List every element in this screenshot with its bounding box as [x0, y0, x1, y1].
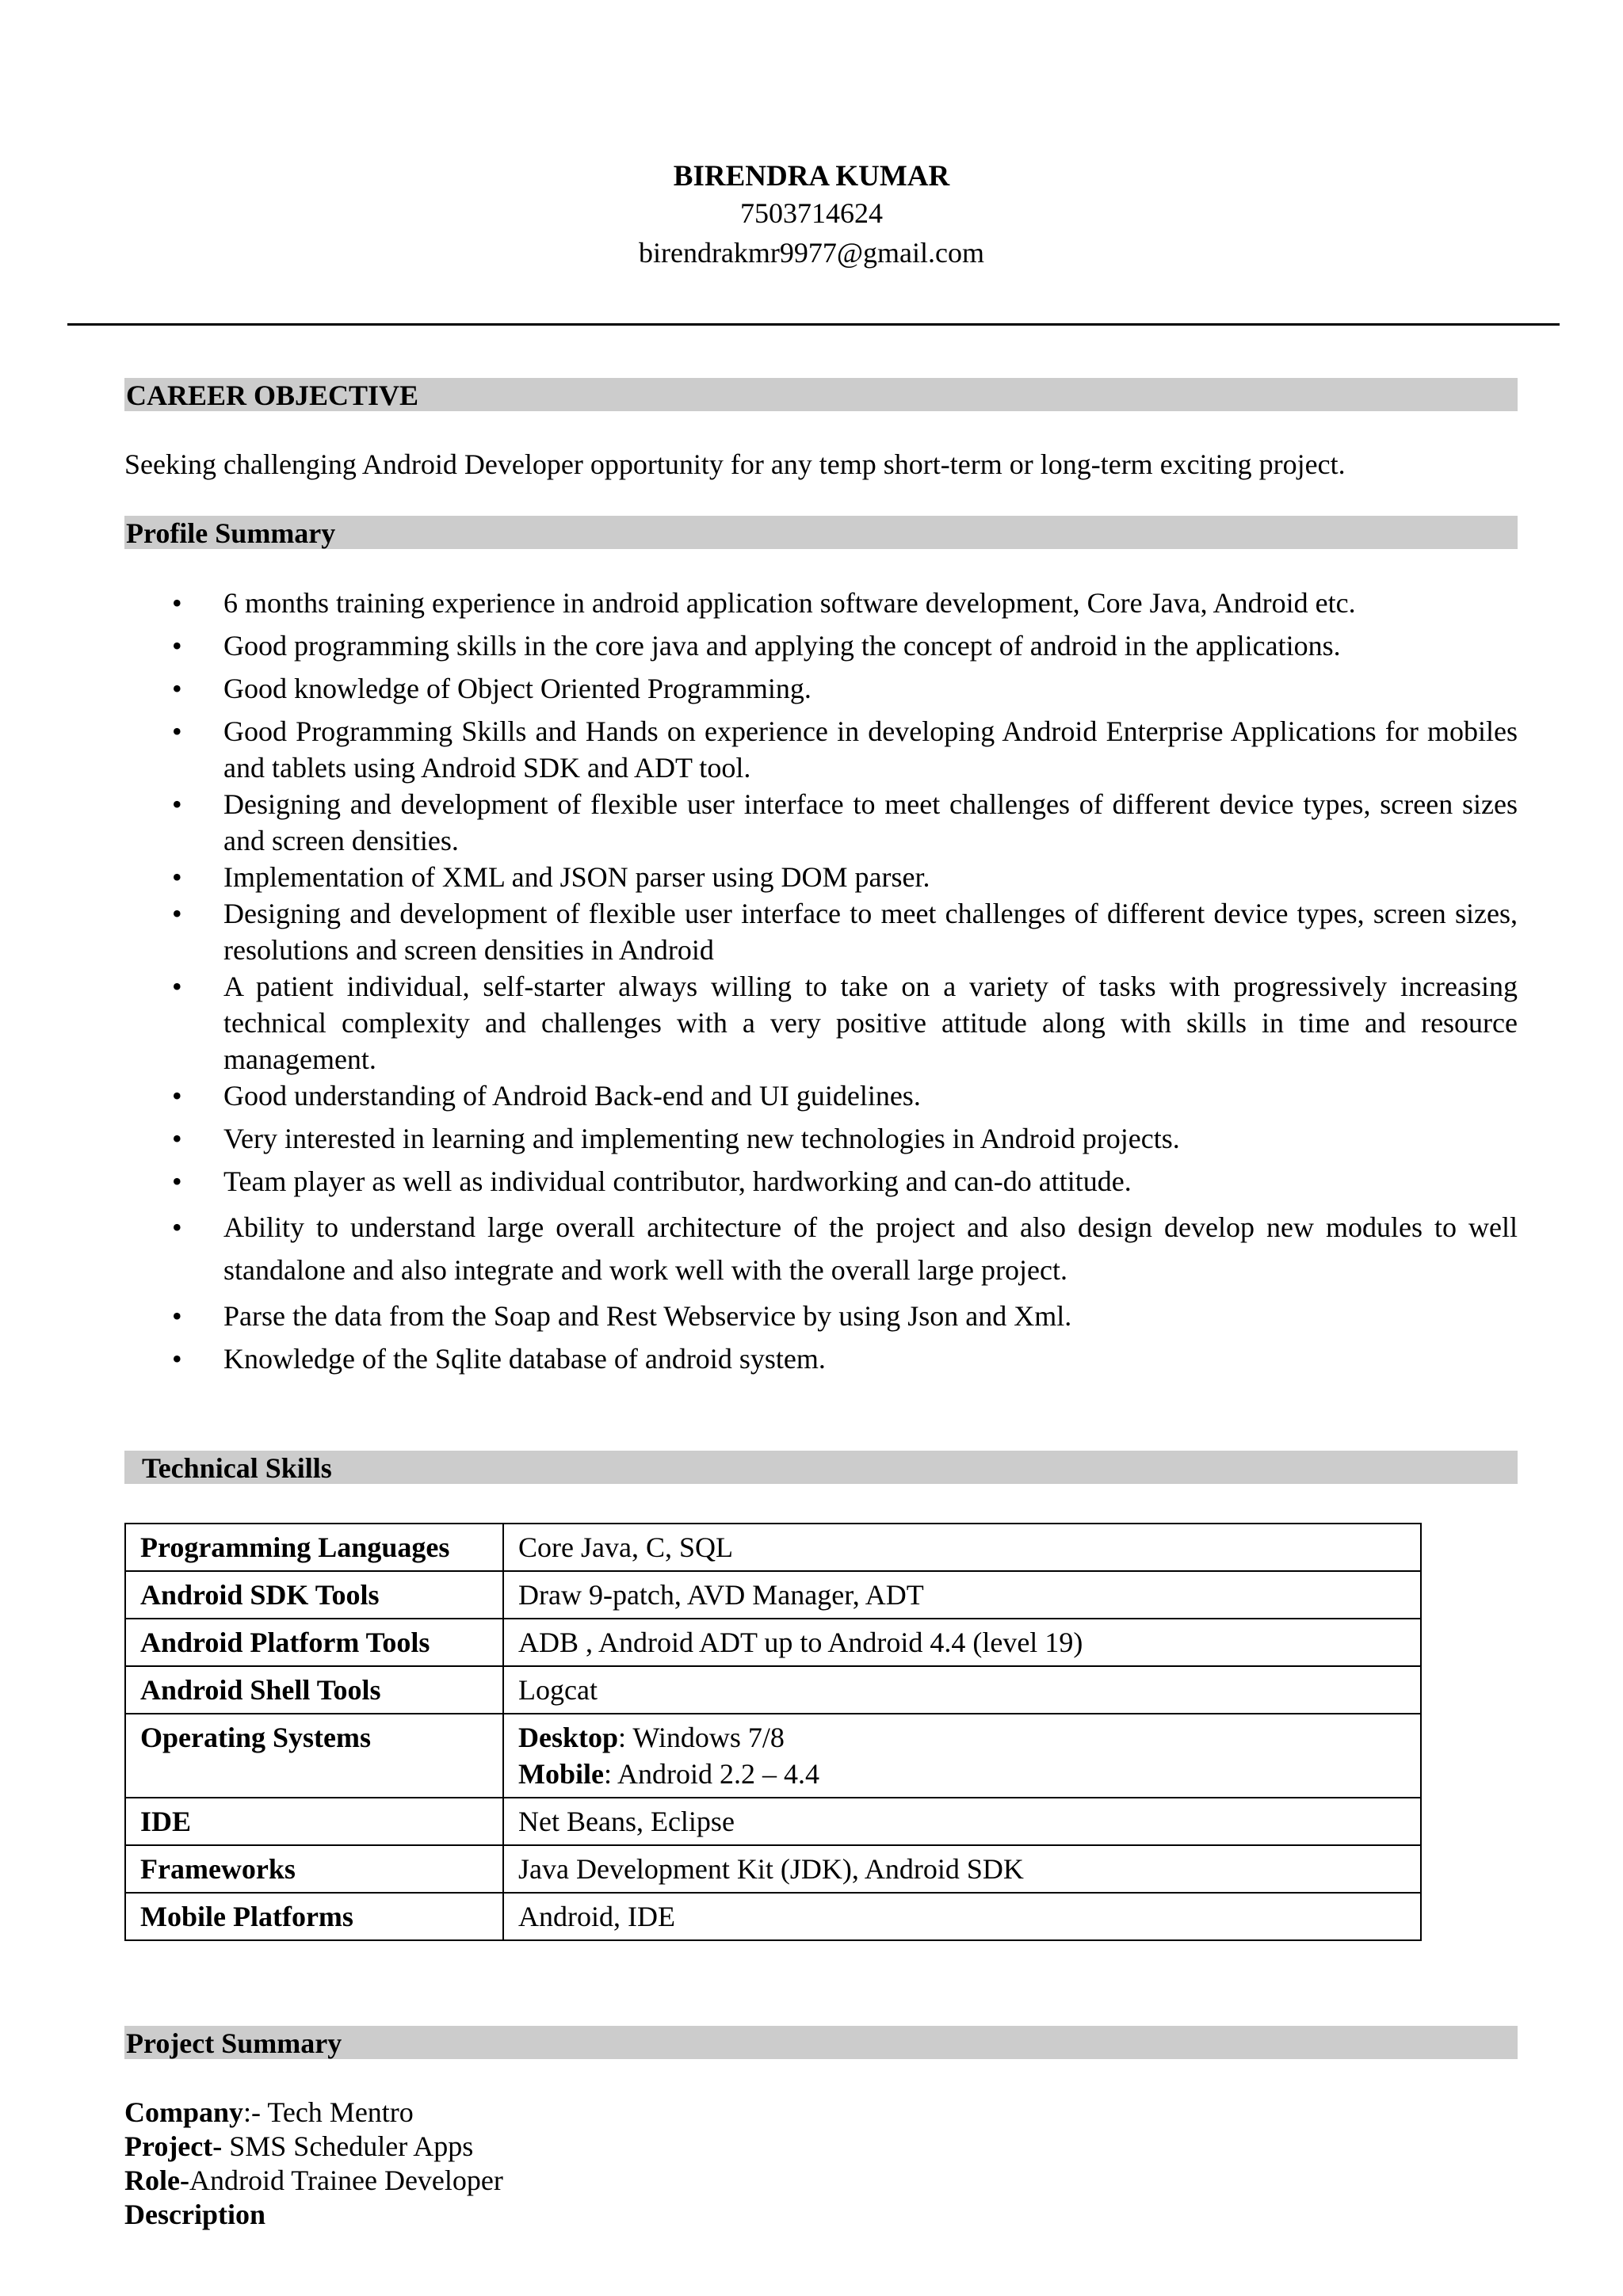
role-line [124, 2164, 503, 2198]
table-row [125, 1666, 1421, 1714]
skill-key: Android SDK Tools [125, 1571, 503, 1619]
skill-value: Logcat [503, 1666, 1421, 1714]
bullet-icon: • [172, 1080, 182, 1112]
table-row [125, 1845, 1421, 1893]
candidate-name: BIRENDRA KUMAR [673, 160, 950, 193]
bullet-icon: • [172, 1343, 182, 1375]
list-item: • Designing and development of flexible user interface to meet challenges of different device types, screen sizes, resolutions and screen densities in Android [124, 895, 1518, 968]
bullet-icon: • [172, 898, 182, 929]
list-item: • Team player as well as individual contributor, hardworking and can-do attitude. [124, 1163, 1518, 1199]
skill-key: Programming Languages [125, 1524, 503, 1571]
list-item: • 6 months training experience in android application software development, Core Java, Android etc. [124, 585, 1518, 621]
desktop-label: Desktop [518, 1722, 619, 1753]
list-item: • Good understanding of Android Back-end and UI guidelines. [124, 1077, 1518, 1114]
profile-summary-list [124, 585, 1518, 1377]
career-objective-text: Seeking challenging Android Developer opportunity for any temp short-term or long-term exciting project. [124, 448, 1346, 480]
skill-value: Core Java, C, SQL [503, 1524, 1421, 1571]
skill-key: Android Platform Tools [125, 1619, 503, 1666]
skill-value: Java Development Kit (JDK), Android SDK [503, 1845, 1421, 1893]
list-item: • Good programming skills in the core java and applying the concept of android in the applications. [124, 627, 1518, 664]
company-line [124, 2096, 503, 2130]
skill-key: Mobile Platforms [125, 1893, 503, 1940]
project-value: SMS Scheduler Apps [222, 2130, 474, 2162]
technical-skills-table [124, 1523, 1422, 1941]
bullet-icon: • [172, 630, 182, 662]
list-item: • Ability to understand large overall architecture of the project and also design develop new modules to well standalone and also integrate and work well with the overall large project. [124, 1206, 1518, 1291]
table-row [125, 1619, 1421, 1666]
bullet-icon: • [172, 1300, 182, 1332]
bullet-icon: • [172, 1123, 182, 1154]
skill-key: IDE [125, 1798, 503, 1845]
skill-key: Operating Systems [125, 1714, 503, 1798]
mobile-value: : Android 2.2 – 4.4 [603, 1758, 819, 1790]
skill-value: Net Beans, Eclipse [503, 1798, 1421, 1845]
skill-value: Android, IDE [503, 1893, 1421, 1940]
company-separator: :- [243, 2096, 268, 2128]
skill-value: ADB , Android ADT up to Android 4.4 (level 19) [503, 1619, 1421, 1666]
skill-key: Frameworks [125, 1845, 503, 1893]
bullet-icon: • [172, 788, 182, 820]
skill-value: Draw 9-patch, AVD Manager, ADT [503, 1571, 1421, 1619]
profile-summary-heading: Profile Summary [124, 516, 1518, 549]
header-divider [67, 323, 1560, 326]
table-row [125, 1714, 1421, 1798]
role-value: Android Trainee Developer [189, 2164, 503, 2196]
skill-key: Android Shell Tools [125, 1666, 503, 1714]
table-row [125, 1524, 1421, 1571]
table-row [125, 1893, 1421, 1940]
desktop-value: : Windows 7/8 [618, 1722, 785, 1753]
bullet-icon: • [172, 587, 182, 619]
company-value: Tech Mentro [267, 2096, 414, 2128]
list-item: • A patient individual, self-starter always willing to take on a variety of tasks with progressively increasing technical complexity and challenges with a very positive attitude along with skills in time and resource management. [124, 968, 1518, 1077]
role-label: Role- [124, 2164, 189, 2196]
bullet-icon: • [172, 971, 182, 1002]
list-item: • Good knowledge of Object Oriented Programming. [124, 670, 1518, 707]
bullet-icon: • [172, 1165, 182, 1197]
bullet-icon: • [172, 1211, 182, 1243]
list-item: • Designing and development of flexible user interface to meet challenges of different device types, screen sizes and screen densities. [124, 786, 1518, 859]
email-address: birendrakmr9977@gmail.com [638, 237, 985, 269]
bullet-icon: • [172, 861, 182, 893]
phone-number: 7503714624 [740, 197, 883, 229]
table-row [125, 1798, 1421, 1845]
project-line [124, 2130, 503, 2164]
technical-skills-heading: Technical Skills [124, 1451, 1518, 1484]
list-item: • Knowledge of the Sqlite database of android system. [124, 1341, 1518, 1377]
project-label: Project- [124, 2130, 223, 2162]
skill-value [503, 1714, 1421, 1798]
mobile-label: Mobile [518, 1758, 604, 1790]
company-label: Company [124, 2096, 244, 2128]
career-objective-heading: CAREER OBJECTIVE [124, 378, 1518, 411]
project-summary-heading: Project Summary [124, 2026, 1518, 2059]
list-item: • Very interested in learning and implementing new technologies in Android projects. [124, 1120, 1518, 1157]
bullet-icon: • [172, 715, 182, 747]
list-item: • Parse the data from the Soap and Rest Webservice by using Json and Xml. [124, 1298, 1518, 1334]
table-row [125, 1571, 1421, 1619]
list-item: • Good Programming Skills and Hands on experience in developing Android Enterprise Applications for mobiles and tablets using Android SDK and ADT tool. [124, 713, 1518, 786]
description-label: Description [124, 2199, 265, 2230]
project-details [124, 2096, 503, 2232]
bullet-icon: • [172, 673, 182, 704]
list-item: • Implementation of XML and JSON parser using DOM parser. [124, 859, 1518, 895]
